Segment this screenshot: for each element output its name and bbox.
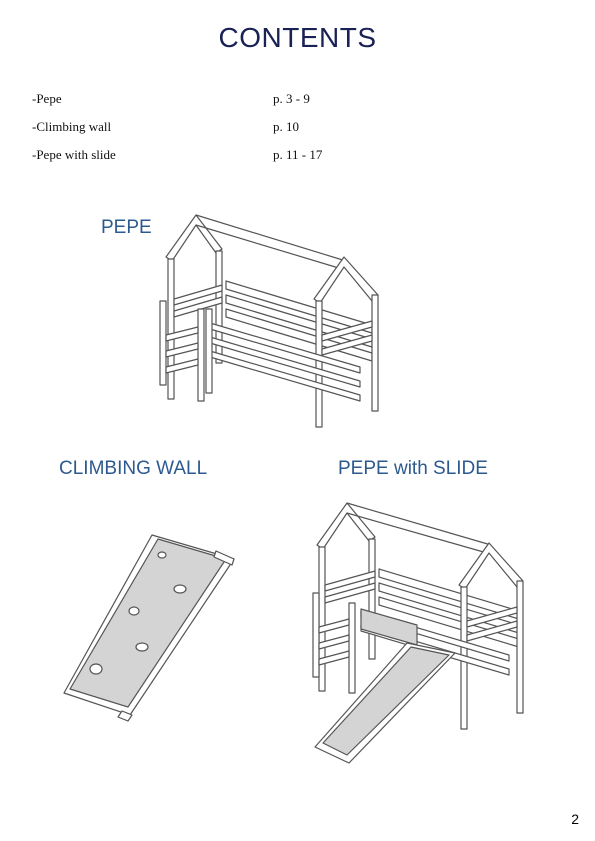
toc-entry-page: p. 10 bbox=[273, 119, 299, 134]
toc-entry-label: -Pepe with slide bbox=[32, 147, 116, 162]
toc-entry-label: -Pepe bbox=[32, 91, 62, 106]
toc-entry-pepe-with-slide[interactable] bbox=[32, 147, 352, 175]
page-number: 2 bbox=[571, 811, 579, 827]
section-label-pepe: PEPE bbox=[101, 217, 152, 238]
toc-entry-page: p. 3 - 9 bbox=[273, 91, 310, 106]
pepe-bed-illustration bbox=[150, 205, 390, 435]
toc-entry-page: p. 11 - 17 bbox=[273, 147, 323, 162]
climbing-wall-illustration bbox=[58, 525, 238, 725]
toc-entry-climbing-wall[interactable] bbox=[32, 119, 352, 147]
page-title: CONTENTS bbox=[218, 22, 377, 53]
section-label-climbing-wall: CLIMBING WALL bbox=[59, 458, 208, 479]
toc-entry-label: -Climbing wall bbox=[32, 119, 112, 134]
section-label-pepe-with-slide: PEPE with SLIDE bbox=[338, 458, 488, 479]
pepe-with-slide-illustration bbox=[305, 495, 545, 765]
table-of-contents bbox=[32, 91, 352, 175]
toc-entry-pepe[interactable] bbox=[32, 91, 352, 119]
